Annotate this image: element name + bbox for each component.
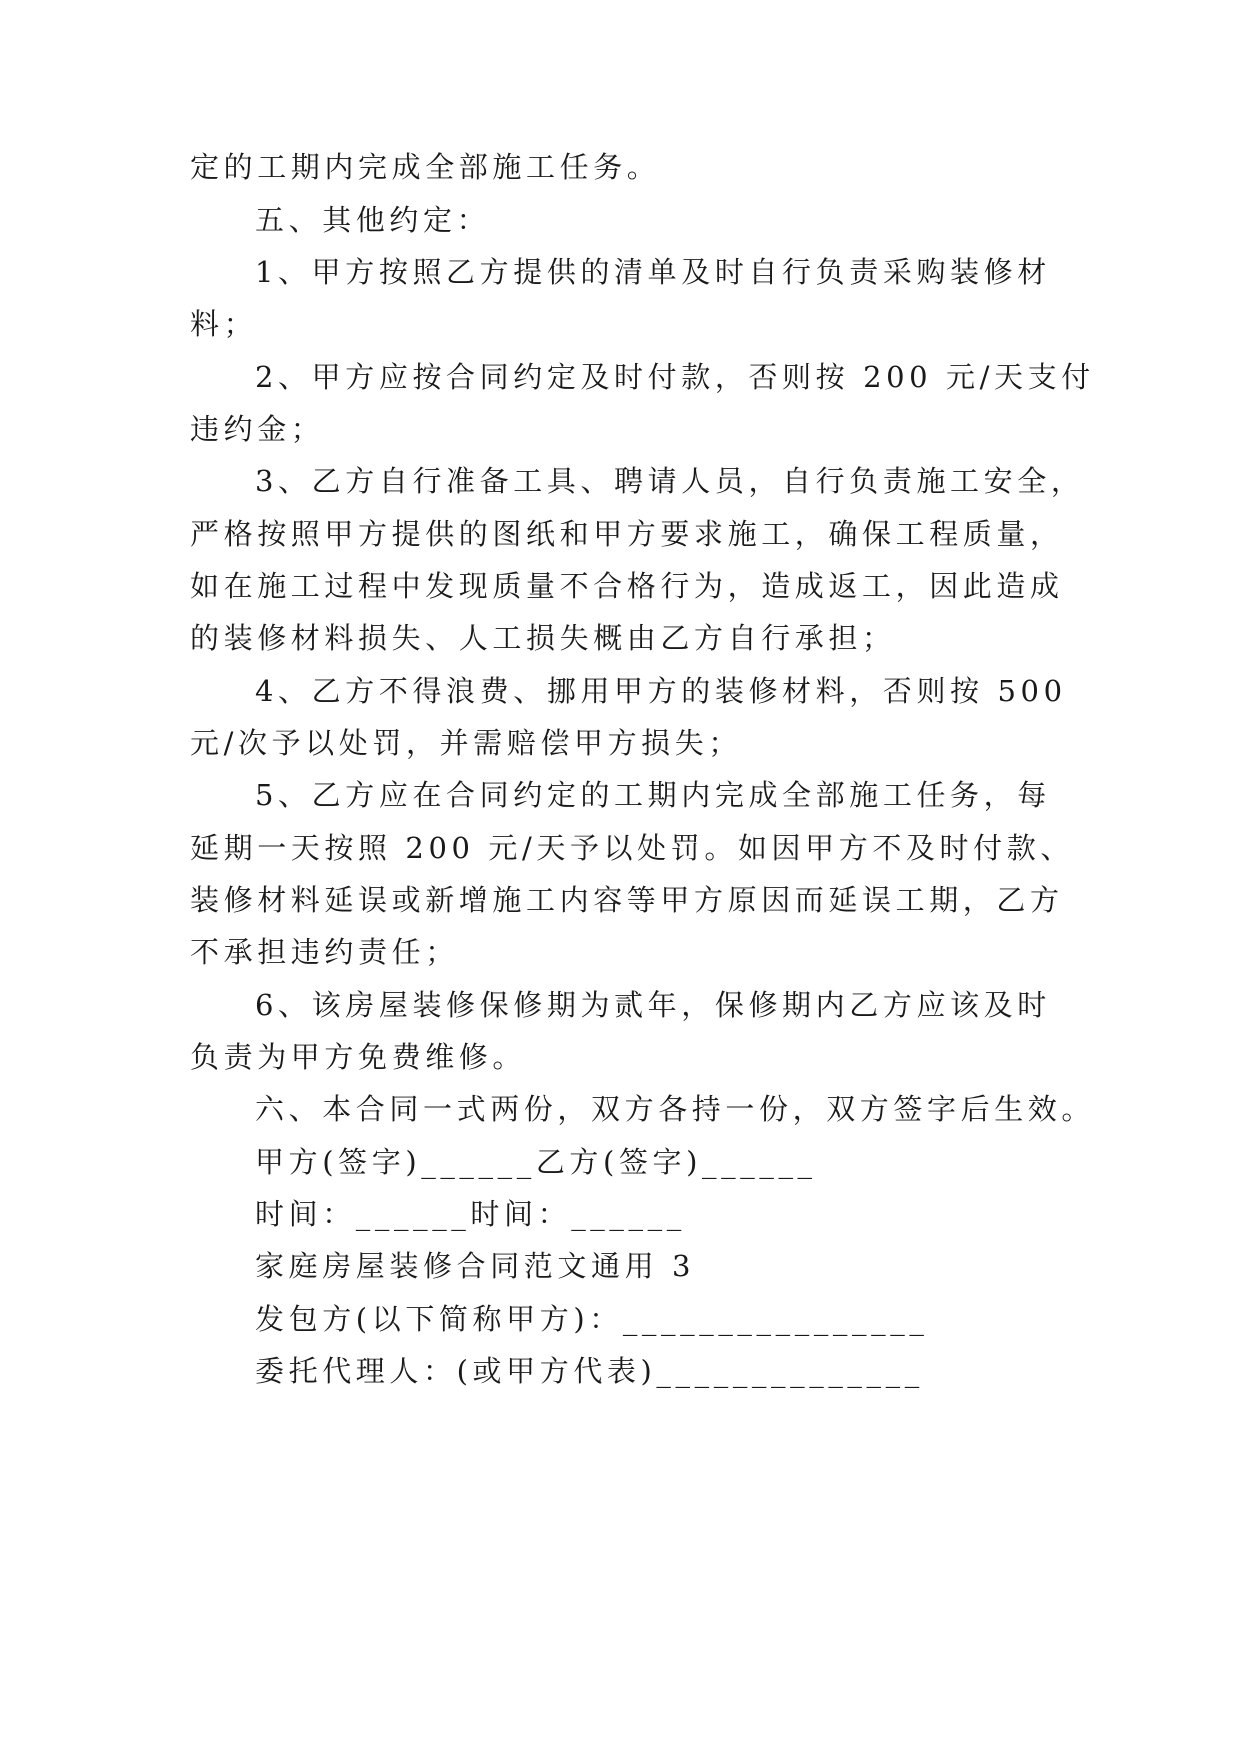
text-line: 严格按照甲方提供的图纸和甲方要求施工，确保工程质量，	[190, 517, 1064, 551]
text-line: 4、乙方不得浪费、挪用甲方的装修材料，否则按 500	[255, 674, 1067, 708]
text-line: 元/次予以处罚，并需赔偿甲方损失；	[190, 726, 742, 760]
text-line: 不承担违约责任；	[190, 935, 459, 969]
agent-line: 委托代理人：(或甲方代表)______________	[255, 1354, 924, 1388]
text-line: 负责为甲方免费维修。	[190, 1040, 527, 1074]
text-line: 5、乙方应在合同约定的工期内完成全部施工任务，每	[255, 778, 1051, 812]
text-line: 1、甲方按照乙方提供的清单及时自行负责采购装修材	[255, 255, 1051, 289]
section-heading: 六、本合同一式两份，双方各持一份，双方签字后生效。	[255, 1092, 1096, 1126]
text-line: 违约金；	[190, 412, 325, 446]
text-line: 6、该房屋装修保修期为贰年，保修期内乙方应该及时	[255, 988, 1051, 1022]
text-line: 2、甲方应按合同约定及时付款，否则按 200 元/天支付	[255, 360, 1095, 394]
text-line: 装修材料延误或新增施工内容等甲方原因而延误工期，乙方	[190, 883, 1064, 917]
document-title: 家庭房屋装修合同范文通用 3	[255, 1249, 696, 1283]
text-line: 如在施工过程中发现质量不合格行为，造成返工，因此造成	[190, 569, 1064, 603]
text-line: 3、乙方自行准备工具、聘请人员，自行负责施工安全，	[255, 464, 1085, 498]
text-line: 的装修材料损失、人工损失概由乙方自行承担；	[190, 621, 896, 655]
text-line: 料；	[190, 307, 258, 341]
party-line: 发包方(以下简称甲方)：________________	[255, 1302, 929, 1336]
text-line: 延期一天按照 200 元/天予以处罚。如因甲方不及时付款、	[190, 831, 1074, 865]
section-heading: 五、其他约定：	[255, 203, 491, 237]
text-line: 定的工期内完成全部施工任务。	[190, 150, 661, 184]
signature-line: 甲方(签字)______乙方(签字)______	[255, 1145, 817, 1179]
date-line: 时间：______时间：______	[255, 1197, 686, 1231]
